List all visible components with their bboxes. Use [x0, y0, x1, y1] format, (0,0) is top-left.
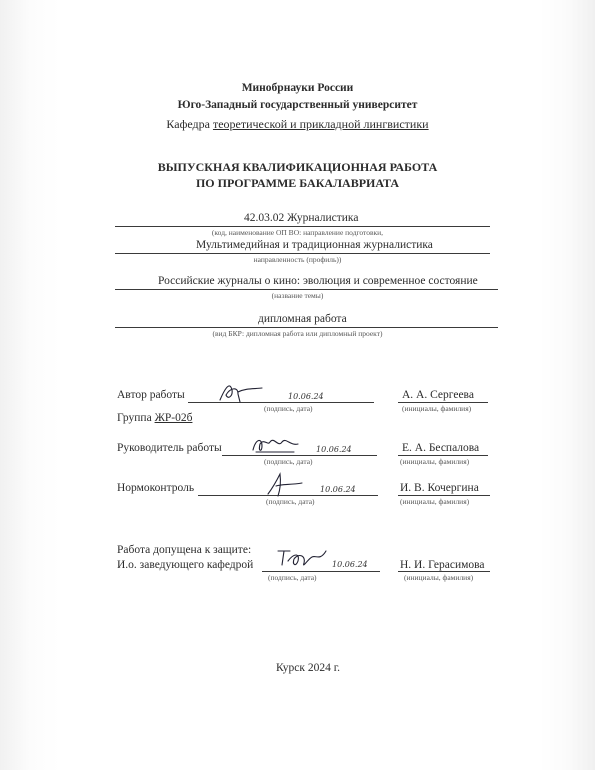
supervisor-label: Руководитель работы	[117, 442, 222, 454]
head-date: 10.06.24	[332, 560, 368, 569]
program-caption: (код, наименование ОП ВО: направление подготовки,	[211, 228, 384, 237]
supervisor-signature-icon	[250, 434, 300, 456]
supervisor-sign-caption: (подпись, дата)	[264, 457, 313, 466]
author-name-caption: (инициалы, фамилия)	[402, 404, 472, 413]
head-label: И.о. заведующего кафедрой	[117, 559, 254, 571]
department-prefix: Кафедра	[166, 117, 213, 131]
normcontrol-label: Нормоконтроль	[117, 482, 195, 494]
work-title-line2: ПО ПРОГРАММЕ БАКАЛАВРИАТА	[195, 176, 400, 190]
program-underline	[115, 226, 490, 227]
group-field	[117, 412, 192, 424]
worktype-caption: (вид БКР: дипломная работа или дипломный проект)	[212, 329, 383, 338]
head-sign-caption: (подпись, дата)	[268, 573, 317, 582]
supervisor-name-caption: (инициалы, фамилия)	[400, 457, 470, 466]
author-name-line	[398, 402, 488, 403]
head-name-caption: (инициалы, фамилия)	[404, 573, 474, 582]
admission-label: Работа допущена к защите:	[117, 544, 252, 556]
ministry-name: Минобрнауки России	[241, 82, 354, 94]
normcontrol-signature-icon	[262, 472, 308, 498]
worktype-value: дипломная работа	[258, 313, 347, 325]
normcontrol-name-caption: (инициалы, фамилия)	[400, 497, 470, 506]
normcontrol-name: И. В. Кочергина	[400, 482, 479, 494]
topic-value: Российские журналы о кино: эволюция и современное состояние	[158, 275, 478, 287]
supervisor-name-line	[398, 455, 488, 456]
supervisor-name: Е. А. Беспалова	[402, 442, 480, 454]
university-name: Юго-Западный государственный университет	[177, 99, 418, 111]
department-underlined: теоретической и прикладной лингвистики	[212, 117, 429, 131]
worktype-underline	[115, 327, 498, 328]
group-value: ЖР-02б	[154, 412, 193, 424]
normcontrol-date: 10.06.24	[320, 485, 356, 494]
author-label: Автор работы	[117, 389, 185, 401]
head-name-line	[398, 571, 490, 572]
author-sign-caption: (подпись, дата)	[264, 404, 313, 413]
profile-caption: направленность (профиль))	[253, 255, 342, 264]
author-date: 10.06.24	[288, 392, 324, 401]
supervisor-date: 10.06.24	[316, 445, 352, 454]
normcontrol-name-line	[398, 495, 490, 496]
author-name: А. А. Сергеева	[402, 389, 474, 401]
author-signature-icon	[216, 380, 264, 406]
head-name: Н. И. Герасимова	[400, 559, 485, 571]
profile-underline	[115, 253, 490, 254]
topic-underline	[115, 289, 498, 290]
profile-value: Мультимедийная и традиционная журналистика	[196, 239, 433, 251]
head-signature-icon	[272, 545, 328, 571]
normcontrol-sign-caption: (подпись, дата)	[266, 497, 315, 506]
group-label: Группа	[117, 412, 155, 424]
work-title-line1: ВЫПУСКНАЯ КВАЛИФИКАЦИОННАЯ РАБОТА	[157, 160, 438, 174]
department-name	[0, 117, 595, 132]
topic-caption: (название темы)	[271, 291, 324, 300]
program-value: 42.03.02 Журналистика	[244, 212, 359, 224]
head-sign-line	[262, 571, 380, 572]
city-year: Курск 2024 г.	[276, 662, 341, 674]
